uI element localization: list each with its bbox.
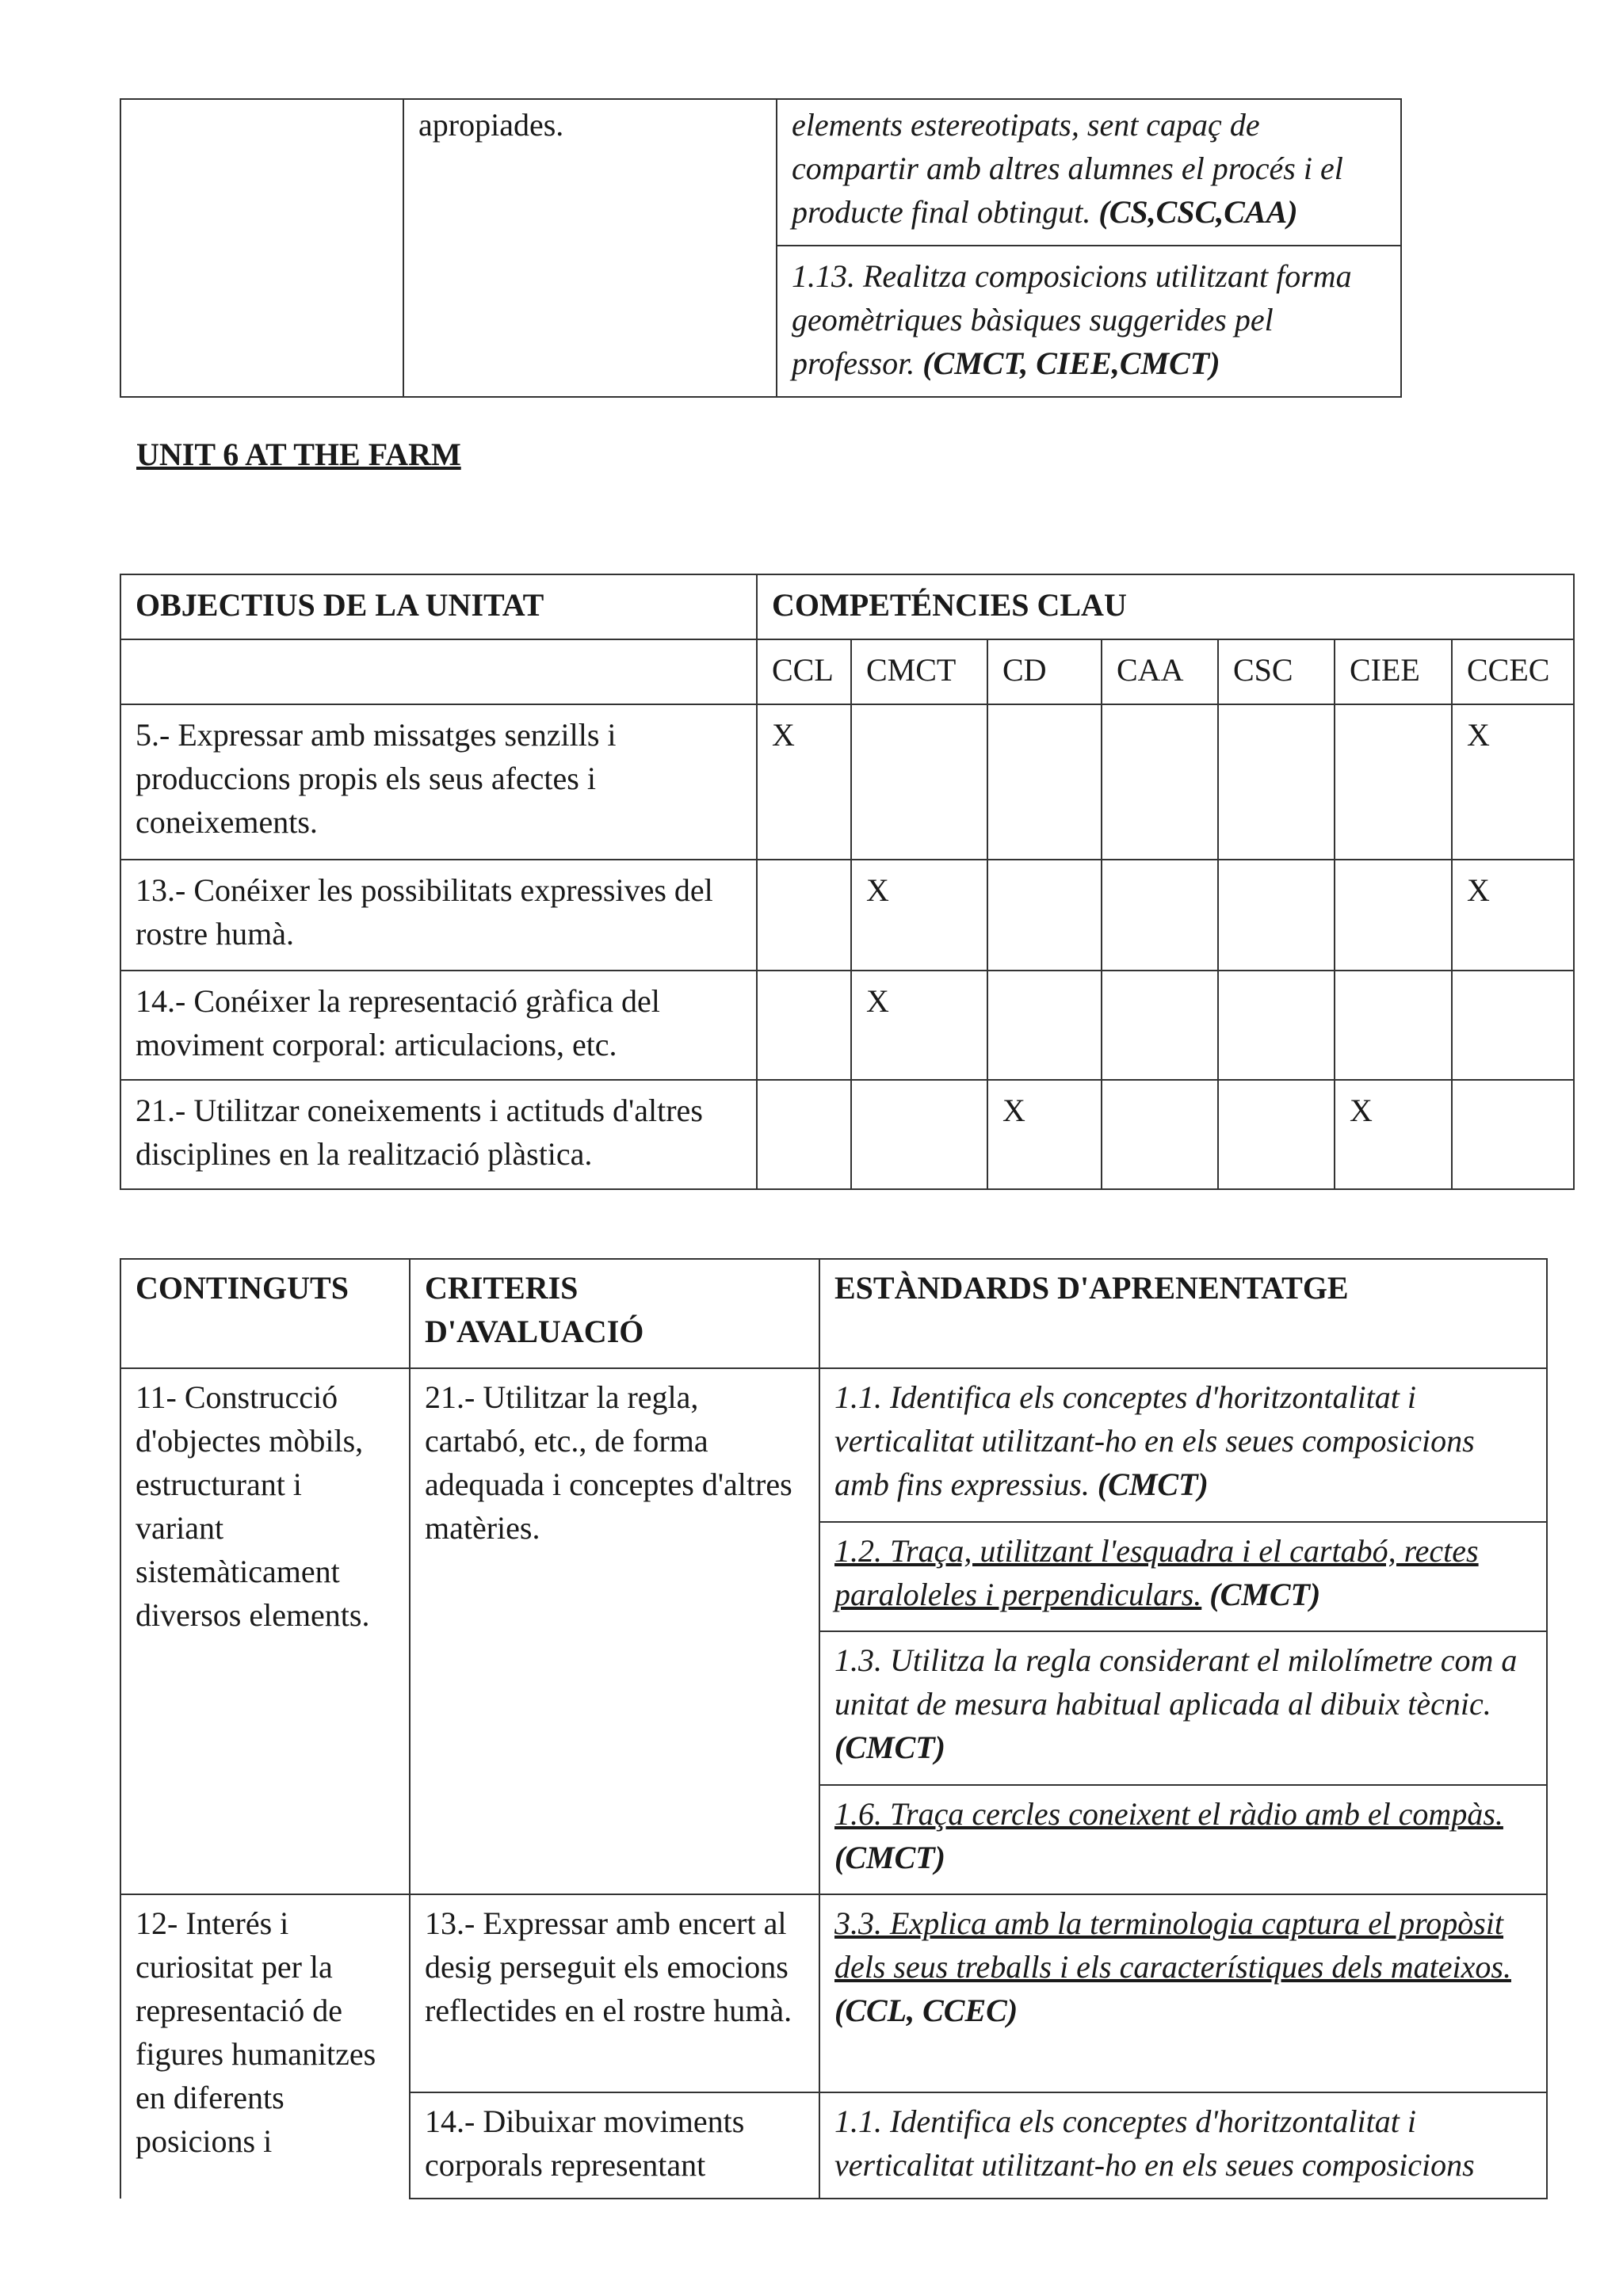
standard-cell: 1.13. Realitza composicions utilitzant forma geomètriques bàsiques suggerides pel professor. (CMCT, CIEE,CMCT)	[777, 246, 1401, 397]
competences-header: COMPETÉNCIES CLAU	[757, 574, 1574, 639]
content-cell: 12- Interés i curiositat per la representació de figures humanitzes en diferents posicions i	[120, 1894, 410, 2199]
objective-row	[120, 971, 1574, 1080]
table-row	[120, 99, 1401, 246]
standard-cell: 3.3. Explica amb la terminologia captura el propòsit dels seus treballs i els característiques dels mateixos. (CCL, CCEC)	[819, 1894, 1547, 2092]
competence-mark	[757, 860, 851, 971]
content-cell: 11- Construcció d'objectes mòbils, estructurant i variant sistemàticament diversos elements.	[120, 1368, 410, 1894]
standard-cell: 1.2. Traça, utilitzant l'esquadra i el cartabó, rectes paraloleles i perpendiculars. (CMCT)	[819, 1522, 1547, 1631]
competence-code: CCEC	[1452, 639, 1574, 704]
competence-mark: X	[1452, 860, 1574, 971]
criteria-cell: 21.- Utilitzar la regla, cartabó, etc., de forma adequada i conceptes d'altres matèries.	[410, 1368, 819, 1894]
competence-codes: (CS,CSC,CAA)	[1098, 194, 1298, 230]
competence-mark	[757, 1080, 851, 1189]
competence-mark	[1218, 971, 1335, 1080]
standard-cell: 1.1. Identifica els conceptes d'horitzontalitat i verticalitat utilitzant-ho en els seues composicions	[819, 2092, 1547, 2199]
standard-cell: 1.3. Utilitza la regla considerant el milolímetre com a unitat de mesura habitual aplicada al dibuix tècnic. (CMCT)	[819, 1631, 1547, 1785]
criteria-cell: 13.- Expressar amb encert al desig perseguit els emocions reflectides en el rostre humà.	[410, 1894, 819, 2092]
contents-header: CONTINGUTS	[120, 1259, 410, 1368]
competence-mark	[1102, 971, 1218, 1080]
competence-mark	[1218, 860, 1335, 971]
standard-cell: 1.1. Identifica els conceptes d'horitzontalitat i verticalitat utilitzant-ho en els seues composicions amb fins expressius. (CMCT)	[819, 1368, 1547, 1522]
competence-mark	[1102, 704, 1218, 860]
objective-row	[120, 704, 1574, 860]
criteria-header: CRITERIS D'AVALUACIÓ	[410, 1259, 819, 1368]
header-row	[120, 574, 1574, 639]
criteria-cell: apropiades.	[403, 99, 777, 397]
competence-mark: X	[757, 704, 851, 860]
content-cell	[120, 99, 403, 397]
competence-code: CMCT	[851, 639, 987, 704]
competence-mark	[987, 704, 1102, 860]
header-row	[120, 1259, 1547, 1368]
competence-mark: X	[1452, 704, 1574, 860]
competence-code: CSC	[1218, 639, 1335, 704]
unit-title: UNIT 6 AT THE FARM	[136, 437, 461, 472]
objectives-table	[120, 574, 1575, 1190]
competence-mark	[987, 860, 1102, 971]
competence-mark	[851, 1080, 987, 1189]
competence-mark	[757, 971, 851, 1080]
objective-text: 13.- Conéixer les possibilitats expressives del rostre humà.	[120, 860, 757, 971]
competence-code: CCL	[757, 639, 851, 704]
competence-mark: X	[851, 860, 987, 971]
competence-mark	[1102, 860, 1218, 971]
competence-codes: (CMCT)	[1097, 1466, 1209, 1502]
objective-text: 5.- Expressar amb missatges senzills i produccions propis els seus afectes i coneixements.	[120, 704, 757, 860]
standards-header: ESTÀNDARDS D'APRENENTATGE	[819, 1259, 1547, 1368]
competence-mark	[1452, 971, 1574, 1080]
contents-table	[120, 1258, 1548, 2199]
continuation-table	[120, 98, 1402, 398]
competence-mark: X	[1335, 1080, 1452, 1189]
competence-codes: (CCL, CCEC)	[834, 1993, 1018, 2028]
competence-mark	[1102, 1080, 1218, 1189]
competence-codes-row	[120, 639, 1574, 704]
competence-mark	[851, 704, 987, 860]
objective-text: 21.- Utilitzar coneixements i actituds d'altres disciplines en la realització plàstica.	[120, 1080, 757, 1189]
table-row	[120, 1894, 1547, 2092]
table-row	[120, 1368, 1547, 1522]
competence-mark	[1218, 1080, 1335, 1189]
competence-mark	[987, 971, 1102, 1080]
competence-mark: X	[987, 1080, 1102, 1189]
competence-codes: (CMCT)	[834, 1840, 945, 1875]
competence-codes: (CMCT)	[834, 1730, 945, 1765]
competence-mark	[1335, 704, 1452, 860]
competence-codes: (CMCT, CIEE,CMCT)	[922, 345, 1220, 381]
competence-mark	[1335, 971, 1452, 1080]
objectives-header: OBJECTIUS DE LA UNITAT	[120, 574, 757, 639]
objective-row	[120, 1080, 1574, 1189]
competence-mark	[1452, 1080, 1574, 1189]
competence-mark: X	[851, 971, 987, 1080]
standard-cell: 1.6. Traça cercles coneixent el ràdio amb el compàs. (CMCT)	[819, 1785, 1547, 1894]
criteria-cell: 14.- Dibuixar moviments corporals representant	[410, 2092, 819, 2199]
competence-mark	[1335, 860, 1452, 971]
standard-cell: elements estereotipats, sent capaç de compartir amb altres alumnes el procés i el producte final obtingut. (CS,CSC,CAA)	[777, 99, 1401, 246]
competence-mark	[1218, 704, 1335, 860]
objective-row	[120, 860, 1574, 971]
objective-text: 14.- Conéixer la representació gràfica del moviment corporal: articulacions, etc.	[120, 971, 757, 1080]
competence-code: CD	[987, 639, 1102, 704]
empty-cell	[120, 639, 757, 704]
competence-codes: (CMCT)	[1201, 1577, 1321, 1612]
competence-code: CIEE	[1335, 639, 1452, 704]
competence-code: CAA	[1102, 639, 1218, 704]
